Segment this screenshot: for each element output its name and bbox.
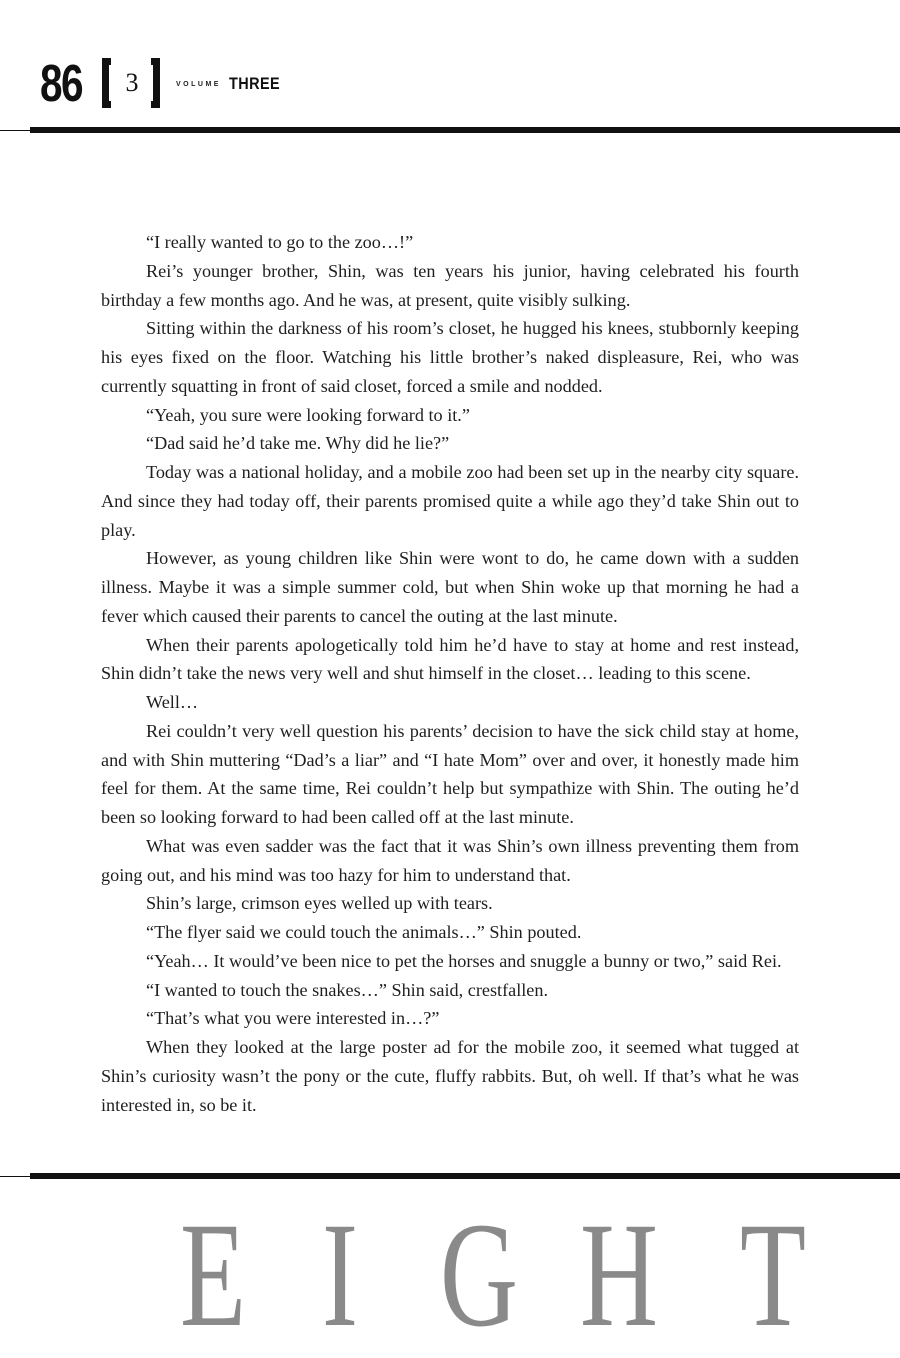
paragraph: “Dad said he’d take me. Why did he lie?” xyxy=(146,433,450,454)
paragraph: “Yeah, you sure were looking forward to it.” xyxy=(146,404,470,425)
paragraph: “The flyer said we could touch the animals…” Shin pouted. xyxy=(146,922,582,942)
chapter-title-word xyxy=(0,1192,900,1358)
paragraph: “Yeah… It would’ve been nice to pet the horses and snuggle a bunny or two,” said Rei. xyxy=(146,950,782,971)
paragraph: “That’s what you were interested in…?” xyxy=(146,1008,440,1029)
chapter-letter: I xyxy=(322,1192,358,1358)
volume-bracket xyxy=(102,56,162,112)
bracket-right-shape xyxy=(151,58,160,108)
header-rule-thin xyxy=(0,130,30,131)
chapter-letter: E xyxy=(180,1192,246,1358)
footer-rule xyxy=(30,1173,900,1179)
chapter-letter: G xyxy=(440,1192,518,1358)
volume-word: THREE xyxy=(228,74,281,93)
paragraph: However, as young children like Shin were wont to do, he came down with a sudden illness. Maybe it was a simple summer cold, but when Shin woke up that morning he had a fever which caused their parents to cancel the outing at the last minute. xyxy=(101,548,799,626)
paragraph: Well… xyxy=(146,692,199,712)
paragraph: Rei couldn’t very well question his parents’ decision to have the sick child stay at home, and with Shin muttering “Dad’s a liar” and “I hate Mom” over and over, it honestly made him feel for them. At the same time, Rei couldn’t help but sympathize with Shin. The outing he’d been so looking forward to had been called off at the last minute. xyxy=(101,720,799,827)
chapter-letter: H xyxy=(580,1192,658,1358)
chapter-letter: T xyxy=(740,1192,806,1358)
paragraph: Shin’s large, crimson eyes welled up with tears. xyxy=(146,893,493,914)
volume-label xyxy=(176,74,289,94)
volume-digit: 3 xyxy=(125,68,139,97)
paragraph: What was even sadder was the fact that it was Shin’s own illness preventing them from going out, and his mind was too hazy for him to understand that. xyxy=(101,835,799,885)
paragraph: Sitting within the darkness of his room’s closet, he hugged his knees, stubbornly keeping his eyes fixed on the floor. Watching his little brother’s naked displeasure, Rei, who was currently squatting in front of said closet, forced a smile and nodded. xyxy=(101,318,799,396)
running-header xyxy=(40,56,289,112)
paragraph: “I wanted to touch the snakes…” Shin said, crestfallen. xyxy=(146,979,549,1000)
footer-rule-thin xyxy=(0,1176,30,1177)
header-rule xyxy=(30,127,900,133)
paragraph: “I really wanted to go to the zoo…!” xyxy=(146,232,414,252)
series-number: 86 xyxy=(40,55,82,113)
body-text xyxy=(101,228,799,1119)
paragraph: Rei’s younger brother, Shin, was ten years his junior, having celebrated his fourth birthday a few months ago. And he was, at present, quite visibly sulking. xyxy=(101,260,799,310)
volume-small-label: VOLUME xyxy=(176,80,221,88)
paragraph: When their parents apologetically told him he’d have to stay at home and rest instead, Shin didn’t take the news very well and shut himself in the closet… leading to this scene. xyxy=(101,634,799,684)
paragraph: Today was a national holiday, and a mobile zoo had been set up in the nearby city square. And since they had today off, their parents promised quite a while ago they’d take Shin out to play. xyxy=(101,462,799,540)
paragraph: When they looked at the large poster ad for the mobile zoo, it seemed what tugged at Shin’s curiosity wasn’t the pony or the cute, fluffy rabbits. But, oh well. If that’s what he was interested in, so be it. xyxy=(101,1037,799,1115)
